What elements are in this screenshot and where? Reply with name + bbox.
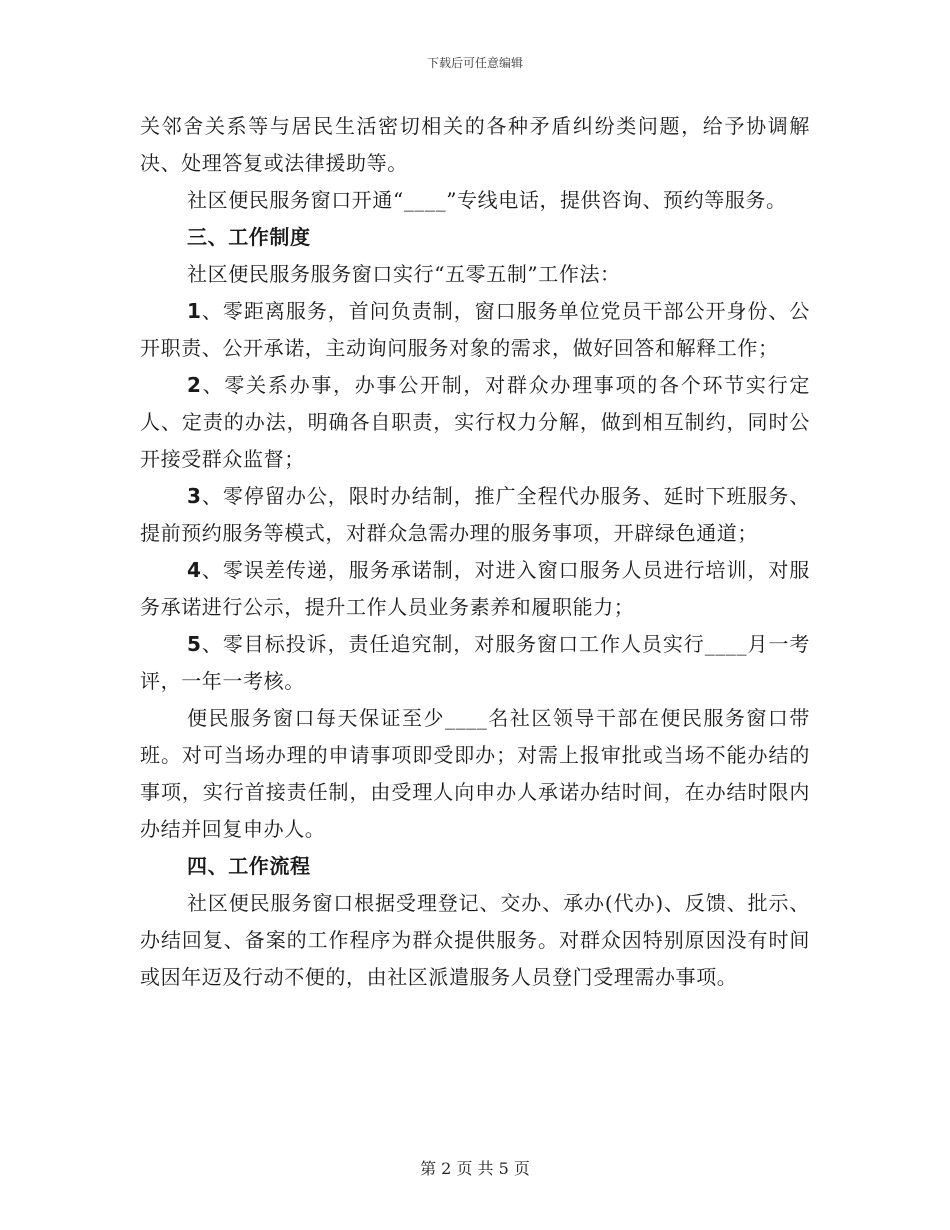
paragraph-continuation: 关邻舍关系等与居民生活密切相关的各种矛盾纠纷类问题，给予协调解决、处理答复或法律援助等。 [140, 114, 810, 175]
list-item-3 [140, 478, 810, 552]
list-item-text: 、零误差传递，服务承诺制，对进入窗口服务人员进行培训，对服务承诺进行公示，提升工作人员业务素养和履职能力； [140, 558, 810, 619]
list-item-number: 4 [187, 558, 202, 582]
list-item-1 [140, 293, 810, 367]
list-item-4 [140, 552, 810, 626]
list-item-number: 3 [187, 484, 202, 508]
list-item-number: 5 [187, 632, 202, 656]
section-heading-work-system: 三、工作制度 [187, 225, 311, 249]
document-body [140, 108, 810, 996]
paragraph-hotline: 社区便民服务窗口开通“____”专线电话，提供咨询、预约等服务。 [187, 188, 787, 212]
paragraph-duty-leaders: 便民服务窗口每天保证至少____名社区领导干部在便民服务窗口带班。对可当场办理的申请事项即受即办；对需上报审批或当场不能办结的事项，实行首接责任制，由受理人向申办人承诺办结时间，在办结时限内办结并回复申办人。 [140, 706, 810, 841]
list-item-5 [140, 626, 810, 700]
page-footer-page-number: 第 2 页 共 5 页 [420, 1159, 530, 1178]
page-header-note: 下载后可任意编辑 [426, 56, 523, 70]
list-item-text: 、零关系办事，办事公开制，对群众办理事项的各个环节实行定人、定责的办法，明确各自职责，实行权力分解，做到相互制约，同时公开接受群众监督； [140, 373, 810, 471]
paragraph-five-zero-intro: 社区便民服务服务窗口实行“五零五制”工作法： [187, 262, 621, 286]
list-item-number: 2 [187, 373, 202, 397]
list-item-number: 1 [187, 299, 202, 323]
list-item-text: 、零距离服务，首问负责制，窗口服务单位党员干部公开身份、公开职责、公开承诺，主动询问服务对象的需求，做好回答和解释工作； [140, 299, 810, 360]
list-item-text: 、零目标投诉，责任追究制，对服务窗口工作人员实行____月一考评，一年一考核。 [140, 632, 810, 693]
list-item-2 [140, 367, 810, 478]
paragraph-workflow: 社区便民服务窗口根据受理登记、交办、承办(代办)、反馈、批示、办结回复、备案的工作程序为群众提供服务。对群众因特别原因没有时间或因年迈及行动不便的，由社区派遣服务人员登门受理需办事项。 [140, 891, 810, 989]
section-heading-workflow: 四、工作流程 [187, 854, 311, 878]
list-item-text: 、零停留办公，限时办结制，推广全程代办服务、延时下班服务、提前预约服务等模式，对群众急需办理的服务事项，开辟绿色通道； [140, 484, 810, 545]
